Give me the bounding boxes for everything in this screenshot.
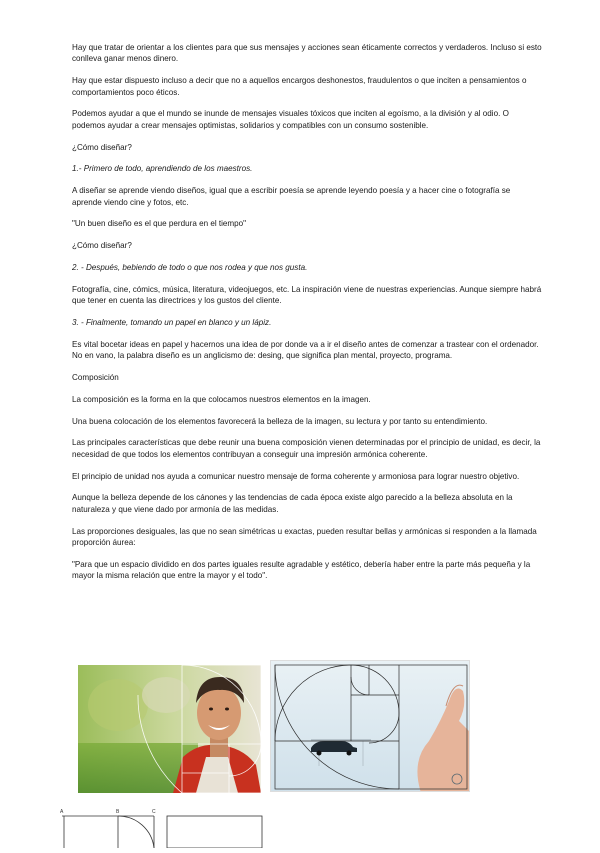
golden-ratio-construction-diagram xyxy=(54,804,274,848)
paragraph: Una buena colocación de los elementos favorecerá la belleza de la imagen, su lectura y por tanto su entendimiento. xyxy=(72,416,488,426)
diagram-label-c: C xyxy=(152,809,156,815)
quote: "Un buen diseño es el que perdura en el tiempo" xyxy=(72,219,247,229)
image-row xyxy=(78,660,548,795)
diagram-label-a: A xyxy=(60,809,64,815)
golden-spiral-illustration xyxy=(271,661,470,792)
paragraph: Las proporciones desiguales, las que no sean simétricas u exactas, pueden resultar bellas y armónicas si responden a la llamada proporción áurea: xyxy=(72,526,537,547)
paragraph: Hay que estar dispuesto incluso a decir que no a aquellos encargos deshonestos, fraudulentos o que inciten a pensamientos o comportamientos poco éticos. xyxy=(72,76,527,97)
paragraph: A diseñar se aprende viendo diseños, igual que a escribir poesía se aprende leyendo poesía y a hacer cine o fotografía se aprende viendo cine y fotos, etc. xyxy=(72,186,511,207)
paragraph: Hay que tratar de orientar a los clientes para que sus mensajes y acciones sean éticamente correctos y verdaderos. Incluso si esto conlleva ganar menos dinero. xyxy=(72,43,542,64)
paragraph: Aunque la belleza depende de los cánones y las tendencias de cada época existe algo parecido a la belleza absoluta en la naturaleza y que viene dado por armonía de las medidas. xyxy=(72,493,513,514)
document-body xyxy=(72,42,542,592)
step-heading: 1.- Primero de todo, aprendiendo de los maestros. xyxy=(72,164,253,174)
golden-ratio-portrait-photo xyxy=(78,665,261,793)
construction-lines xyxy=(54,804,274,848)
paragraph: Fotografía, cine, cómics, música, literatura, videojuegos, etc. La inspiración viene de nuestras experiencias. Aunque siempre habrá que tener en cuenta las directrices y los gustos del cliente. xyxy=(72,284,542,306)
paragraph: El principio de unidad nos ayuda a comunicar nuestro mensaje de forma coherente y armoniosa para lograr nuestro objetivo. xyxy=(72,471,520,481)
golden-spiral-car-ad-photo xyxy=(270,660,470,792)
paragraph: Podemos ayudar a que el mundo se inunde de mensajes visuales tóxicos que inciten al egoísmo, a la división y al odio. O podemos ayudar a crear mensajes optimistas, solidarios y compatibles con un consumo sostenible. xyxy=(72,109,509,130)
step-heading: 3. - Finalmente, tomando un papel en blanco y un lápiz. xyxy=(72,318,272,327)
section-heading: Composición xyxy=(72,373,119,382)
paragraph: Es vital bocetar ideas en papel y hacernos una idea de por donde va a ir el diseño antes de comenzar a trastear con el ordenador. No en vano, la palabra diseño es un anglicismo de: desing, que significa plan mental, proyecto, programa. xyxy=(72,339,539,361)
paragraph: La composición es la forma en la que colocamos nuestros elementos en la imagen. xyxy=(72,394,371,404)
section-heading: ¿Cómo diseñar? xyxy=(72,241,132,251)
diagram-label-b: B xyxy=(116,809,120,815)
paragraph: Las principales características que debe reunir una buena composición vienen determinadas por el principio de unidad, es decir, la necesidad de que todos los elementos contribuyan a conseguir una impresión armónica coherente. xyxy=(72,438,541,459)
quote: "Para que un espacio dividido en dos partes iguales resulte agradable y estético, debería haber entre la parte más pequeña y la mayor la misma relación que entre la mayor y el todo". xyxy=(72,559,531,581)
portrait-illustration xyxy=(78,665,261,793)
step-heading: 2. - Después, bebiendo de todo o que nos rodea y que nos gusta. xyxy=(72,263,308,272)
section-heading: ¿Cómo diseñar? xyxy=(72,142,132,152)
